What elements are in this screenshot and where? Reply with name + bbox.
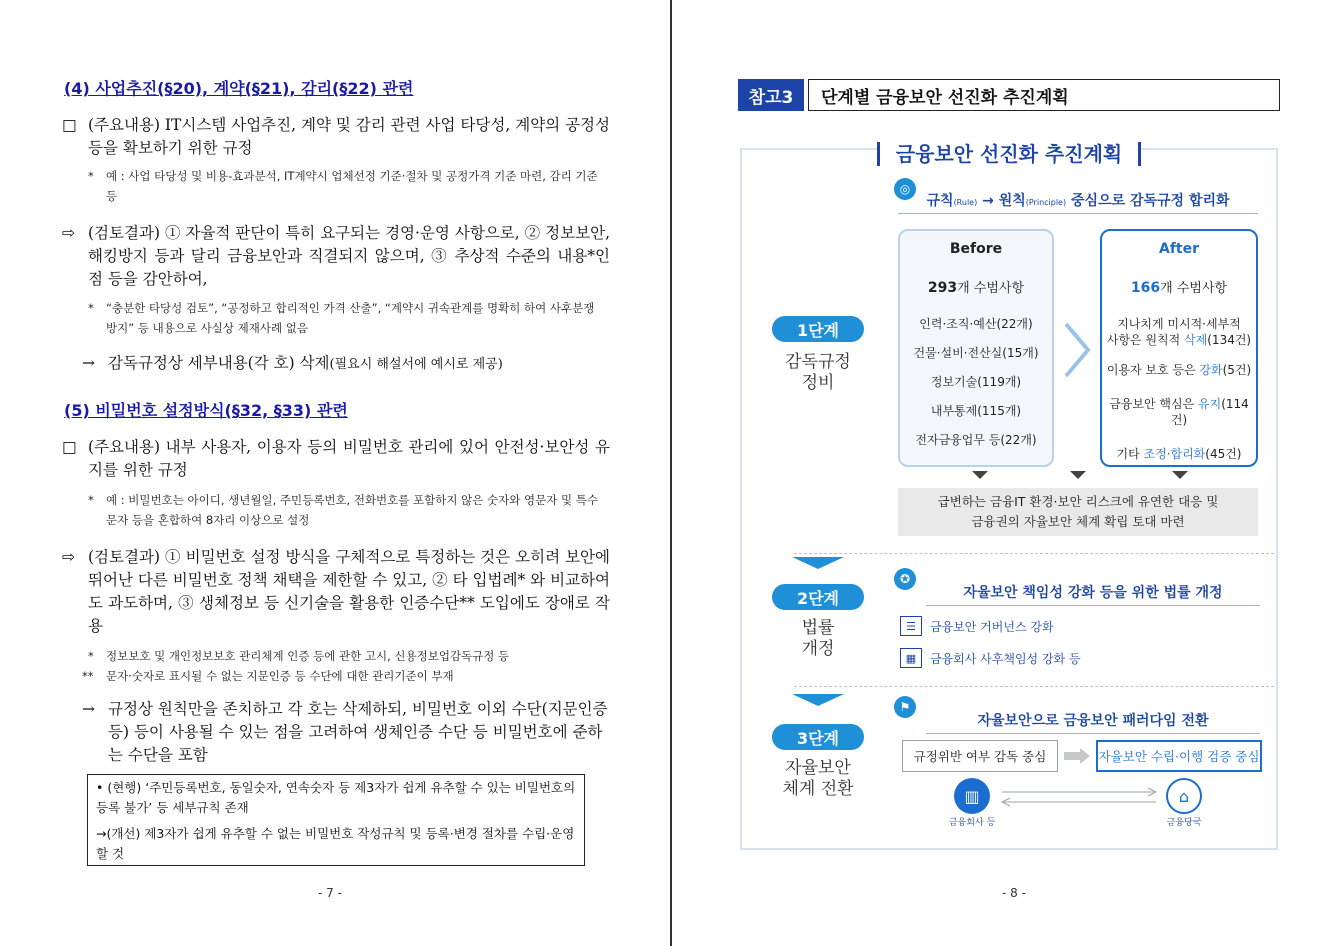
stage-2-label: 법률 개정 xyxy=(801,618,835,659)
current-vs-improved-box xyxy=(87,774,585,866)
from-paradigm: 규정위반 여부 감독 중심 xyxy=(902,740,1058,772)
liability-item: ▦ 금융회사 사후책임성 강화 등 xyxy=(900,648,1081,668)
before-heading: Before xyxy=(949,241,1003,257)
section-4-content-text: (주요내용) IT시스템 사업추진, 계약 및 감리 관련 사업 타당성, 계약의 공정성 등을 확보하기 위한 규정 xyxy=(88,116,610,157)
before-item: 전자금융업무 등(22개) xyxy=(915,433,1037,447)
stage-1-pill: 1단계 xyxy=(772,316,864,342)
exchange-arrows-icon xyxy=(998,786,1160,808)
page-8 xyxy=(672,0,1342,946)
stage-1-heading: 규칙(Rule) → 원칙(Principle) 중심으로 감독규정 합리화 xyxy=(898,190,1258,214)
to-paradigm: 자율보안 수립·이행 검증 중심 xyxy=(1096,740,1262,772)
before-item: 내부통제(115개) xyxy=(930,404,1022,418)
section-5-title: (5) 비밀번호 설정방식(§32, §33) 관련 xyxy=(64,401,348,420)
section-5-conclusion: → 규정상 원칙만을 존치하고 각 호는 삭제하되, 비밀번호 이외 수단(지문인증 등) 등이 사용될 수 있는 점을 고려하여 생체인증 수단 등 비밀번호에 준하는 수단을 포함 xyxy=(82,700,608,764)
panel-title: 금융보안 선진화 추진계획 xyxy=(877,142,1141,166)
target-icon: ◎ xyxy=(894,178,916,200)
stage-2-pill: 2단계 xyxy=(772,584,864,610)
down-triangle-icon xyxy=(1070,471,1086,479)
after-item: 금융보안 핵심은 유지(114건) xyxy=(1109,397,1249,427)
section-5-note-1: * 정보보호 및 개인정보보호 관리체계 인증 등에 관한 고시, 신용정보업감독규정 등 xyxy=(88,649,510,663)
medal-icon: ✪ xyxy=(894,568,916,590)
stage-separator xyxy=(794,553,1274,554)
section-4-conclusion: → 감독규정상 세부내용(각 호) 삭제(필요시 해설서에 예시로 제공) xyxy=(82,352,612,376)
after-item: 이용자 보호 등은 강화(5건) xyxy=(1106,363,1252,377)
arrow-icon: → xyxy=(82,700,95,718)
section-4-review xyxy=(62,222,610,291)
down-chevron-icon xyxy=(792,694,844,706)
stage-2-heading: 자율보안 책임성 강화 등을 위한 법률 개정 xyxy=(926,582,1260,606)
after-count: 166개 수범사항 xyxy=(1130,280,1228,296)
before-box xyxy=(898,229,1054,467)
stage-1-result: 급변하는 금융IT 환경·보안 리스크에 유연한 대응 및 금융권의 자율보안 체계 확립 토대 마련 xyxy=(898,488,1258,536)
section-4-content xyxy=(62,114,610,160)
building-icon: ▦ xyxy=(900,648,922,668)
section-5-content: □ (주요내용) 내부 사용자, 이용자 등의 비밀번호 관리에 있어 안전성·보안성 유지를 위한 규정 xyxy=(62,438,610,479)
after-heading: After xyxy=(1158,241,1200,257)
page-7 xyxy=(0,0,670,946)
checklist-icon: ☰ xyxy=(900,616,922,636)
hollow-arrow-icon: ⇨ xyxy=(62,224,75,242)
section-4-title: (4) 사업추진(§20), 계약(§21), 감리(§22) 관련 xyxy=(64,79,414,98)
section-5-content-note: * 예 : 비밀번호는 아이디, 생년월일, 주민등록번호, 전화번호를 포함하지 않은 숫자와 영문자 및 특수문자 등을 혼합하여 8자리 이상으로 설정 xyxy=(88,493,598,527)
section-4-review-text: (검토결과) ① 자율적 판단이 특히 요구되는 경영·운영 사항으로, ② 정보보안, 해킹방지 등과 달리 금융보안과 직결되지 않으며, ③ 추상적 수준의 내용*인 점 등을 감안하여, xyxy=(88,224,610,288)
hollow-arrow-icon: ⇨ xyxy=(62,548,75,566)
chevron-right-icon xyxy=(1062,320,1092,380)
arrow-right-icon xyxy=(1064,748,1090,764)
section-5-note-2: ** 문자·숫자로 표시될 수 없는 지문인증 등 수단에 대한 관리기준이 부재 xyxy=(82,669,454,683)
stage-separator xyxy=(794,686,1274,687)
after-item: 기타 조정·합리화(45건) xyxy=(1116,447,1242,461)
down-triangle-icon xyxy=(1172,471,1188,479)
stage-3-heading: 자율보안으로 금융보안 패러다임 전환 xyxy=(926,710,1260,734)
before-item: 정보기술(119개) xyxy=(930,375,1022,389)
stage-1-label: 감독규정 정비 xyxy=(785,352,851,393)
section-4-content-note: * 예 : 사업 타당성 및 비용-효과분석, IT계약시 업체선정 기준·절차 및 공정가격 기준 마련, 감리 기준 등 xyxy=(88,169,598,203)
before-item: 인력·조직·예산(22개) xyxy=(919,317,1033,331)
stage-3-label: 자율보안 체계 전환 xyxy=(782,758,854,799)
square-bullet-icon: □ xyxy=(62,116,77,134)
down-triangle-icon xyxy=(972,471,988,479)
after-item: 지나치게 미시적·세부적 사항은 원칙적 삭제(134건) xyxy=(1106,317,1252,347)
current-rule-text: • (현행) ‘주민등록번호, 동일숫자, 연속숫자 등 제3자가 쉽게 유추할 수 있는 비밀번호의 등록 불가’ 등 세부규칙 존재 xyxy=(96,780,576,815)
handshake-icon: ⚑ xyxy=(894,696,916,718)
down-chevron-icon xyxy=(792,557,844,569)
square-bullet-icon: □ xyxy=(62,438,77,456)
reference-tag: 참고3 xyxy=(738,79,804,111)
section-4-review-note: * “충분한 타당성 검토”, “공정하고 합리적인 가격 산출”, “계약시 귀속관계를 명확히 하여 사후분쟁 방지” 등 내용으로 사실상 제재사례 없음 xyxy=(88,301,595,335)
after-box xyxy=(1100,229,1258,467)
page-number: - 8 - xyxy=(1002,886,1026,900)
before-item: 건물·설비·전산실(15개) xyxy=(913,346,1039,360)
improved-rule-text: →(개선) 제3자가 쉽게 유추할 수 없는 비밀번호 작성규칙 및 등록·변경 절차를 수립·운영할 것 xyxy=(96,826,575,861)
governance-item: ☰ 금융보안 거버넌스 강화 xyxy=(900,616,1054,636)
stage-3-pill: 3단계 xyxy=(772,724,864,750)
page-number: - 7 - xyxy=(318,886,342,900)
section-5-review: ⇨ (검토결과) ① 비밀번호 설정 방식을 구체적으로 특정하는 것은 오히려 보안에 뛰어난 다른 비밀번호 정책 채택을 제한할 수 있고, ② 타 입법례* 와 비교하여도 과도하며, ③ 생체정보 등 신기술을 활용한 인증수단** 도입에도 장애로 작용 xyxy=(62,548,610,635)
before-count: 293개 수범사항 xyxy=(927,280,1025,296)
regulator-icon: ⌂ xyxy=(1166,778,1202,814)
arrow-icon: → xyxy=(82,354,95,372)
financial-company-icon: ▥ xyxy=(954,778,990,814)
reference-title: 단계별 금융보안 선진화 추진계획 xyxy=(808,79,1280,111)
entity-regulator: 금융당국 xyxy=(1166,818,1202,828)
entity-financial-company: 금융회사 등 xyxy=(948,818,996,828)
